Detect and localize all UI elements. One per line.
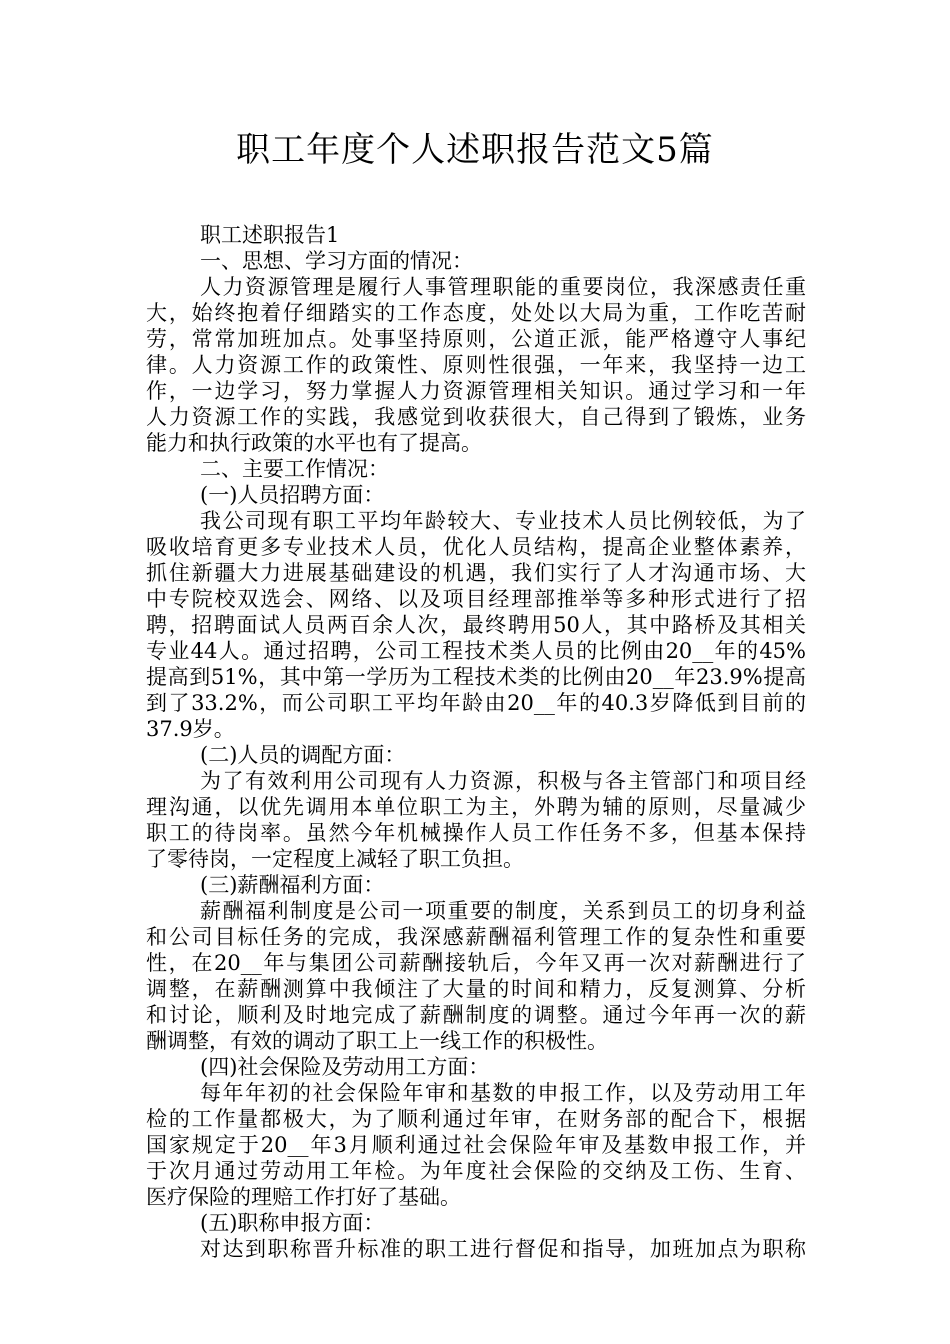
body-line: 人力资源工作的实践，我感觉到收获很大，自己得到了锻炼，业务 [146,405,806,429]
body-line: (五)职称申报方面： [200,1211,385,1235]
body-line: 劳，常常加班加点。处事坚持原则，公道正派，能严格遵守人事纪 [146,327,806,351]
body-line: 薪酬福利制度是公司一项重要的制度，关系到员工的切身利益 [200,899,806,923]
body-line: (三)薪酬福利方面： [200,873,385,897]
body-line: 了零待岗，一定程度上减轻了职工负担。 [146,847,524,871]
body-line: 理沟通，以优先调用本单位职工为主，外聘为辅的原则，尽量减少 [146,795,806,819]
body-line: 聘，招聘面试人员两百余人次，最终聘用50人，其中路桥及其相关 [146,613,806,637]
body-line: 中专院校双选会、网络、以及项目经理部推举等多种形式进行了招 [146,587,806,611]
body-line: 37.9岁。 [146,717,235,741]
body-line: 为了有效利用公司现有人力资源，积极与各主管部门和项目经 [200,769,806,793]
body-line: (四)社会保险及劳动用工方面： [200,1055,490,1079]
body-line: 能力和执行政策的水平也有了提高。 [146,431,482,455]
body-line: 酬调整，有效的调动了职工上一线工作的积极性。 [146,1029,608,1053]
document-body [146,222,806,1262]
body-line: 到了33.2%，而公司职工平均年龄由20__年的40.3岁降低到目前的 [146,691,806,715]
body-line: 提高到51%，其中第一学历为工程技术类的比例由20__年23.9%提高 [146,665,806,689]
body-line: 吸收培育更多专业技术人员，优化人员结构，提高企业整体素养， [146,535,806,559]
body-line: 每年年初的社会保险年审和基数的申报工作，以及劳动用工年 [200,1081,806,1105]
body-line: 职工述职报告1 [200,223,340,247]
body-line: 检的工作量都极大，为了顺利通过年审，在财务部的配合下，根据 [146,1107,806,1131]
body-line: 律。人力资源工作的政策性、原则性很强，一年来，我坚持一边工 [146,353,806,377]
body-line: 一、思想、学习方面的情况： [200,249,473,273]
body-line: 国家规定于20__年3月顺利通过社会保险年审及基数申报工作，并 [146,1133,806,1157]
body-line: 大，始终抱着仔细踏实的工作态度，处处以大局为重，工作吃苦耐 [146,301,806,325]
body-line: 和公司目标任务的完成，我深感薪酬福利管理工作的复杂性和重要 [146,925,806,949]
body-line: 职工的待岗率。虽然今年机械操作人员工作任务不多，但基本保持 [146,821,806,845]
body-line: 性，在20__年与集团公司薪酬接轨后，今年又再一次对薪酬进行了 [146,951,806,975]
body-line: 调整，在薪酬测算中我倾注了大量的时间和精力，反复测算、分析 [146,977,806,1001]
body-line: 专业44人。通过招聘，公司工程技术类人员的比例由20__年的45% [146,639,806,663]
body-line: 于次月通过劳动用工年检。为年度社会保险的交纳及工伤、生育、 [146,1159,806,1183]
body-line: 我公司现有职工平均年龄较大、专业技术人员比例较低，为了 [200,509,806,533]
body-line: 人力资源管理是履行人事管理职能的重要岗位，我深感责任重 [200,275,806,299]
body-line: (一)人员招聘方面： [200,483,385,507]
body-line: 作，一边学习，努力掌握人力资源管理相关知识。通过学习和一年 [146,379,806,403]
body-line: 和讨论，顺利及时地完成了薪酬制度的调整。通过今年再一次的薪 [146,1003,806,1027]
body-line: (二)人员的调配方面： [200,743,406,767]
body-line: 二、主要工作情况： [200,457,389,481]
document-title: 职工年度个人述职报告范文5篇 [236,130,714,170]
body-line: 抓住新疆大力进展基础建设的机遇，我们实行了人才沟通市场、大 [146,561,806,585]
body-line: 医疗保险的理赔工作打好了基础。 [146,1185,461,1209]
body-line: 对达到职称晋升标准的职工进行督促和指导，加班加点为职称 [200,1237,806,1261]
